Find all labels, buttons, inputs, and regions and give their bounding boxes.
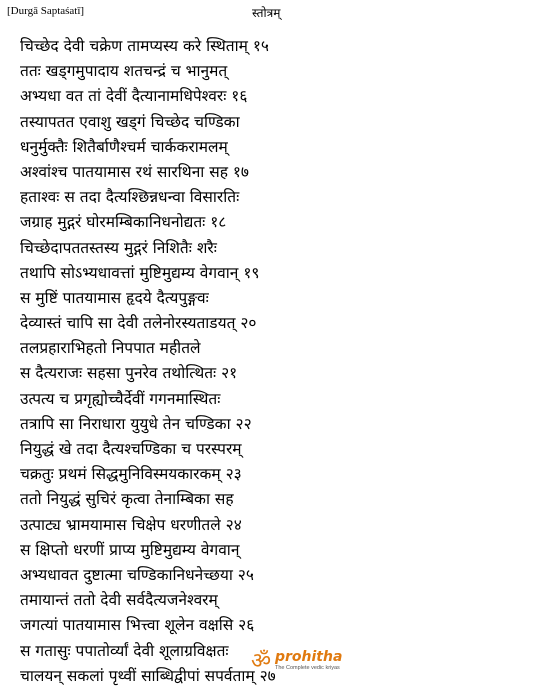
- verse-line: चिच्छेदापततस्तस्य मुद्गरं निशितैः शरैः: [20, 238, 217, 257]
- verse-line: तलप्रहाराभिहतो निपपात महीतले: [20, 339, 201, 358]
- brand-name: prohitha: [275, 649, 343, 665]
- verse-line: उत्पत्य च प्रगृह्योच्चैर्देवीं गगनमास्थितः: [20, 389, 221, 408]
- section-title: स्तोत्रम्: [252, 6, 281, 20]
- verse-line: हताश्वः स तदा दैत्यश्छिन्नधन्वा विसारतिः: [20, 188, 240, 207]
- brand-tagline: The Complete vedic kriyas: [275, 665, 340, 671]
- verse-line: ततः खड्गमुपादाय शतचन्द्रं च भानुमत्: [20, 62, 228, 81]
- verse-line: जग्राह मुद्गरं घोरमम्बिकानिधनोद्यतः १८: [20, 213, 227, 232]
- verse-line: स गतासुः पपातोर्व्यां देवी शूलाग्रविक्षतः: [20, 641, 229, 660]
- verse-line: जगत्यां पातयामास भित्त्वा शूलेन वक्षसि २६: [20, 616, 255, 635]
- verse-line: अश्वांश्च पातयामास रथं सारथिना सह १७: [20, 162, 249, 181]
- verse-line: स दैत्यराजः सहसा पुनरेव तथोत्थितः २१: [20, 364, 238, 383]
- verse-line: चक्रतुः प्रथमं सिद्धमुनिविस्मयकारकम् २३: [20, 465, 242, 484]
- verse-line: तथापि सोऽभ्यधावत्तां मुष्टिमुद्यम्य वेगवान् १९: [20, 263, 260, 282]
- footer-logo: [248, 649, 358, 677]
- verse-line: अभ्यधा वत तां देवीं दैत्यानामधिपेश्वरः १६: [20, 87, 248, 106]
- verse-line: तत्रापि सा निराधारा युयुधे तेन चण्डिका २२: [20, 414, 252, 433]
- verse-line: स मुष्टिं पातयामास हृदये दैत्यपुङ्गवः: [20, 288, 209, 307]
- verse-line: उत्पाट्य भ्रामयामास चिक्षेप धरणीतले २४: [20, 515, 242, 534]
- verse-line: अभ्यधावत दुष्टात्मा चण्डिकानिधनेच्छया २५: [20, 565, 254, 584]
- verse-line: स क्षिप्तो धरणीं प्राप्य मुष्टिमुद्यम्य वेगवान्: [20, 540, 240, 559]
- verse-line: तस्यापतत एवाशु खड्गं चिच्छेद चण्डिका: [20, 112, 240, 131]
- om-icon: ॐ: [250, 649, 272, 674]
- verse-line: नियुद्धं खे तदा दैत्यश्चण्डिका च परस्परम्: [20, 440, 242, 458]
- verse-line: देव्यास्तं चापि सा देवी तलेनोरस्यताडयत् २०: [20, 314, 257, 333]
- verse-line: चिच्छेद देवी चक्रेण तामप्यस्य करे स्थिताम् १५: [20, 37, 269, 55]
- verse-line: धनुर्मुक्तैः शितैर्बाणैश्चर्म चार्ककरामलम्: [20, 137, 228, 156]
- verse-list: [20, 34, 540, 689]
- verse-line: तमायान्तं ततो देवी सर्वदैत्यजनेश्वरम्: [20, 591, 218, 610]
- verse-line: चालयन् सकलां पृथ्वीं साब्धिद्वीपां सपर्वताम् २७: [20, 666, 276, 685]
- source-title: [Durgā Saptaśatī]: [7, 5, 85, 17]
- verse-line: ततो नियुद्धं सुचिरं कृत्वा तेनाम्बिका सह: [20, 490, 234, 509]
